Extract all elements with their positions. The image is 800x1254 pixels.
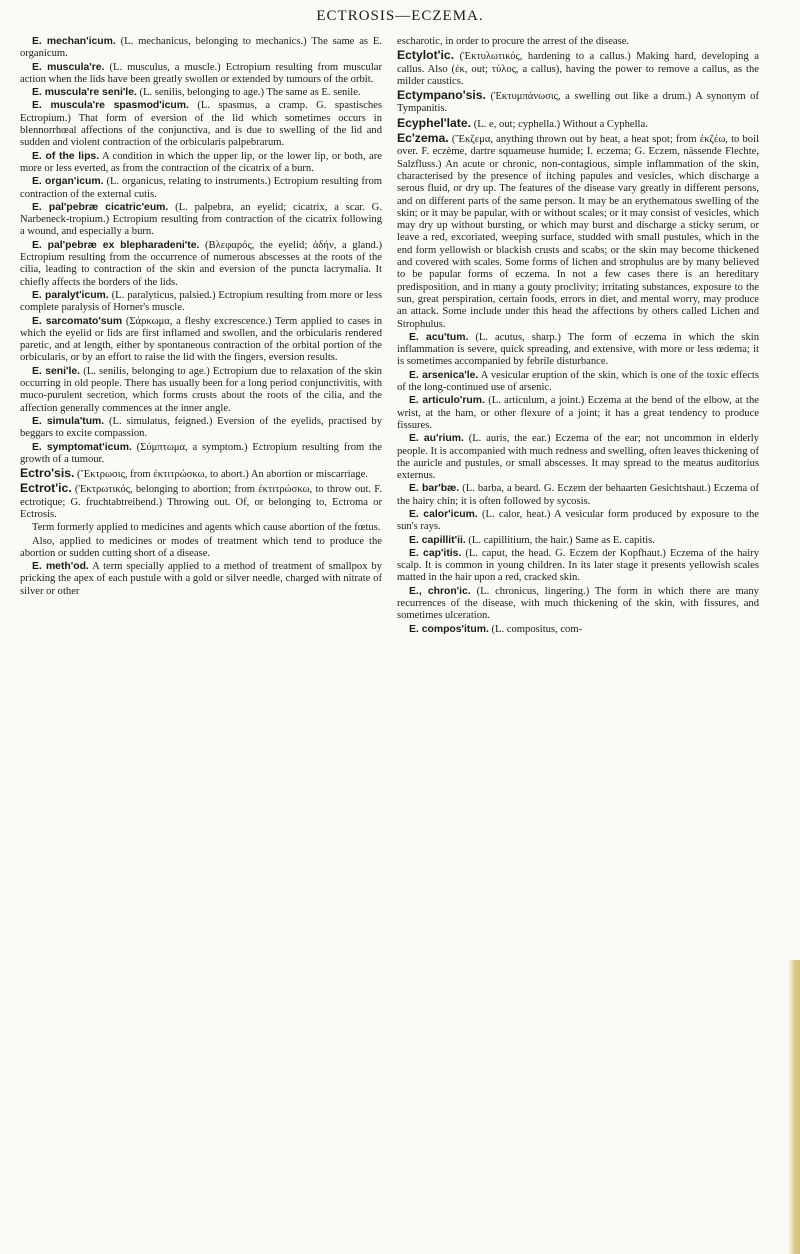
dictionary-entry: [20, 366, 382, 415]
entry-headword: E. organ'icum.: [32, 176, 104, 188]
entry-definition: (Ἔκζεμα, anything thrown out by heat, a heat spot; from ἐκζέω, to boil over. F. eczème, dartre squameuse humide; I. eczema; G. Eczem, nässende Flechte, Salzfluss.) An acute or chronic, non-contagious, simple inflammation of the skin, characterised by the presence of itching papules and vesicles, which discharge a serous fluid, or dry up. The features of the disease vary greatly in different persons, and on different parts of the same person. It may be an erythematous swelling of the skin; or it may be papular, with or without scales; or it may consist of vesicles, which may dry up without bursting, or which may burst and discharge a sticky serum, or leave a red, excoriated, weeping surface, studded with small pustules, which in the end form yellowish or blackish crusts and scabs; or the skin may become thickened and covered with scales. Some forms of lichen and strophulus are by many believed to be papular forms of eczema. In not a few cases there is an hereditary predisposition, and in many a gouty proclivity; irritating substances, exposure to the sun, great perspiration, certain foods, errors in diet, and mental worry, may produce an attack. Some include under this head the affections by others called Lichen and Strophulus.: [397, 134, 759, 330]
dictionary-entry: [20, 467, 382, 481]
dictionary-entry: [397, 370, 759, 395]
dictionary-entry: [397, 395, 759, 432]
entry-definition: (Ἐκτρωτικός, belonging to abortion; from ἐκτιτρώσκω, to throw out. F. ectrotique; G. fruchtabtreibend.) Throwing out. Of, or belonging to, Ectroma or Ectrosis.: [20, 484, 382, 520]
dictionary-entry: [397, 548, 759, 585]
dictionary-entry: [397, 535, 759, 547]
entry-headword: E. of the lips.: [32, 150, 100, 162]
entry-definition: (L. articulum, a joint.) Eczema at the bend of the elbow, at the wrist, at the ham, or other flexure of a joint; it has a great tendency to produce fissures.: [397, 395, 759, 431]
entry-headword: E. compos'itum.: [409, 623, 489, 635]
entry-definition: (L. calor, heat.) A vesicular form produced by exposure to the sun's rays.: [397, 508, 760, 533]
dictionary-entry: [397, 49, 759, 88]
entry-definition: (L. palpebra, an eyelid; cicatrix, a scar. G. Narbeneck-tropium.) Ectropium resulting from contraction of the cicatrix following a wound, and especially a burn.: [20, 201, 382, 238]
entry-definition: escharotic, in order to procure the arrest of the disease.: [397, 36, 630, 47]
left-column: [20, 36, 382, 599]
entry-definition: (L. senilis, belonging to age.) Ectropium due to relaxation of the skin occurring in old people. There has usually been for a long period conjunctivitis, with muco-purulent secretion, which forms crusts about the roots of the cilia, and the affection generally commences at the inner angle.: [20, 365, 382, 414]
entry-definition: (L. mechanicus, belonging to mechanics.) The same as E. organicum.: [20, 36, 382, 60]
entry-definition: (L. capillitium, the hair.) Same as E. capitis.: [468, 534, 655, 546]
entry-definition: (Ἔκτρωσις, from ἐκτιτρώσκω, to abort.) An abortion or miscarriage.: [77, 469, 368, 481]
dictionary-entry: [397, 117, 759, 131]
entry-headword: Ectympano'sis.: [397, 88, 486, 103]
dictionary-entry: [20, 87, 382, 99]
entry-definition: (L. paralyticus, palsied.) Ectropium resulting from more or less complete paralysis of Horner's muscle.: [20, 289, 383, 314]
entry-definition: (L. spasmus, a cramp. G. spastisches Ectropium.) That form of eversion of the lid which sometimes occurs in blennorrhœal affections of the conjunctiva, and is due to swelling of the lid and sudden and violent contraction of the orbicularis palpebrarum.: [20, 100, 382, 149]
entry-definition: (L. chronicus, lingering.) The form in which there are many recurrences of the disease, with much thickening of the skin, with fissures, and sometimes ulceration.: [397, 585, 759, 622]
entry-headword: E. muscula're.: [32, 61, 105, 73]
dictionary-entry: [20, 36, 382, 61]
entry-headword: E. pal'pebræ cicatric'eum.: [32, 201, 169, 213]
entry-definition: A vesicular eruption of the skin, which is one of the toxic effects of the long-continued use of arsenic.: [397, 369, 759, 394]
entry-headword: Ectrot'ic.: [20, 481, 72, 496]
entry-headword: E. seni'le.: [32, 365, 81, 377]
dictionary-entry: [20, 522, 382, 534]
entry-definition: (L. auris, the ear.) Eczema of the ear; not uncommon in elderly people. It is accompanied with much redness and swelling, often leaves thickening of the auricle and pustules, or small abscesses. It may spread to the meatus auditorius externus.: [397, 433, 759, 482]
dictionary-entry: [20, 176, 382, 201]
dictionary-entry: [397, 36, 759, 48]
entry-definition: (Βλεφαρός, the eyelid; ἀδήν, a gland.) Ectropium resulting from the occurrence of numerous abscesses at the roots of the cilia, leading to contraction of the skin and eversion of the puncta lacrymalia. It chiefly affects the borders of the lids.: [20, 239, 382, 288]
entry-headword: Ectro'sis.: [20, 466, 75, 481]
entry-headword: E. muscula're seni'le.: [32, 87, 137, 99]
entry-definition: (Σάρκωμα, a fleshy excrescence.) Term applied to cases in which the eyelid or lids are first inflamed and swollen, and the orbicularis rendered paretic, and at length, either by spontaneous contraction of the orbital portion of the orbicularis, or by an effort to raise the lid with the fingers, eversion results.: [20, 315, 382, 364]
entry-headword: E. muscula're spasmod'icum.: [32, 100, 189, 112]
page-header: ECTROSIS—ECZEMA.: [316, 8, 484, 24]
entry-headword: E. articulo'rum.: [409, 395, 485, 407]
entry-headword: E. paralyt'icum.: [32, 289, 109, 301]
entry-headword: E. sarcomato'sum: [32, 315, 123, 327]
dictionary-entry: [20, 442, 382, 467]
entry-definition: A term specially applied to a method of treatment of smallpox by pricking the apex of each pustule with a gold or silver needle, charged with nitrate of silver or other: [20, 561, 382, 597]
entry-headword: E. pal'pebræ ex blepharadeni'te.: [32, 239, 200, 251]
entry-headword: E. calor'icum.: [409, 508, 478, 520]
dictionary-entry: [397, 89, 759, 116]
dictionary-entry: [397, 624, 759, 636]
entry-definition: (L. senilis, belonging to age.) The same as E. senile.: [139, 87, 361, 99]
entry-definition: (L. barba, a beard. G. Eczem der behaarten Gesichtshaut.) Eczema of the hairy chin; it is often followed by sycosis.: [397, 483, 759, 507]
entry-definition: (L. caput, the head. G. Eczem der Kopfhaut.) Eczema of the hairy scalp. It is common in young children. In its later stage it presents yellowish scales matted in the hair upon a red, cracked skin.: [397, 547, 759, 584]
dictionary-entry: [20, 561, 382, 598]
entry-definition: (L. acutus, sharp.) The form of eczema in which the skin inflammation is severe, quick spreading, and extensive, with more or less œdema; it is sometimes accompanied by febrile disturbance.: [397, 331, 759, 368]
entry-headword: E. au'rium.: [409, 433, 464, 445]
entry-definition: A condition in which the upper lip, or the lower lip, or both, are more or less everted, as from the contraction of the cicatrix of a burn.: [20, 150, 382, 174]
right-column: [397, 36, 759, 637]
dictionary-entry: [20, 290, 382, 315]
entry-definition: (L. musculus, a muscle.) Ectropium resulting from muscular action when the lids have been greatly swollen or extended by tumours of the orbit.: [20, 61, 382, 85]
dictionary-entry: [20, 316, 382, 365]
dictionary-entry: [20, 100, 382, 149]
entry-headword: E. cap'itis.: [409, 547, 462, 559]
entry-definition: Also, applied to medicines or modes of treatment which tend to produce the abortion or sudden cutting short of a disease.: [20, 535, 382, 559]
dictionary-entry: [20, 482, 382, 521]
entry-definition: (Ἐκτυμπάνωσις, a swelling out like a drum.) A synonym of Tympanitis.: [397, 91, 759, 115]
entry-headword: Ectylot'ic.: [397, 48, 455, 63]
entry-headword: E. bar'bæ.: [409, 483, 460, 495]
entry-headword: E. simula'tum.: [32, 415, 105, 427]
dictionary-entry: [20, 62, 382, 87]
entry-definition: (L. e, out; cyphella.) Without a Cyphella.: [473, 118, 648, 130]
dictionary-entry: [397, 132, 759, 331]
dictionary-entry: [397, 509, 759, 534]
entry-headword: E. symptomat'icum.: [32, 441, 132, 453]
entry-definition: (Ἐκτυλωτικός, hardening to a callus.) Making hard, developing a callus. Also (ἐκ, out; τύλος, a callus), having the power to remove a callus, as the milder caustics.: [397, 51, 759, 87]
dictionary-entry: [20, 240, 382, 289]
entry-headword: E. meth'od.: [32, 561, 89, 573]
dictionary-entry: [20, 536, 382, 561]
entry-definition: Term formerly applied to medicines and agents which cause abortion of the fœtus.: [32, 522, 381, 534]
entry-headword: E. capillit'ii.: [409, 534, 466, 546]
entry-definition: (Σύμπτωμα, a symptom.) Ectropium resulting from the growth of a tumour.: [20, 441, 383, 465]
entry-definition: (L. organicus, relating to instruments.) Ectropium resulting from contraction of the external cutis.: [20, 176, 382, 200]
entry-headword: Ec'zema.: [397, 131, 449, 146]
dictionary-entry: [397, 433, 759, 482]
entry-headword: E. arsenica'le.: [409, 369, 479, 381]
dictionary-entry: [20, 416, 382, 441]
entry-headword: Ecyphel'late.: [397, 115, 472, 130]
dictionary-entry: [20, 151, 382, 176]
entry-definition: (L. compositus, com-: [491, 623, 583, 635]
dictionary-entry: [397, 586, 759, 623]
entry-headword: E. mechan'icum.: [32, 36, 116, 47]
page-edge-stain: [788, 960, 800, 1254]
entry-headword: E., chron'ic.: [409, 585, 471, 597]
dictionary-entry: [20, 202, 382, 239]
dictionary-entry: [397, 332, 759, 369]
entry-definition: (L. simulatus, feigned.) Eversion of the eyelids, practised by beggars to excite compassion.: [20, 415, 383, 440]
entry-headword: E. acu'tum.: [409, 331, 469, 343]
dictionary-entry: [397, 483, 759, 508]
